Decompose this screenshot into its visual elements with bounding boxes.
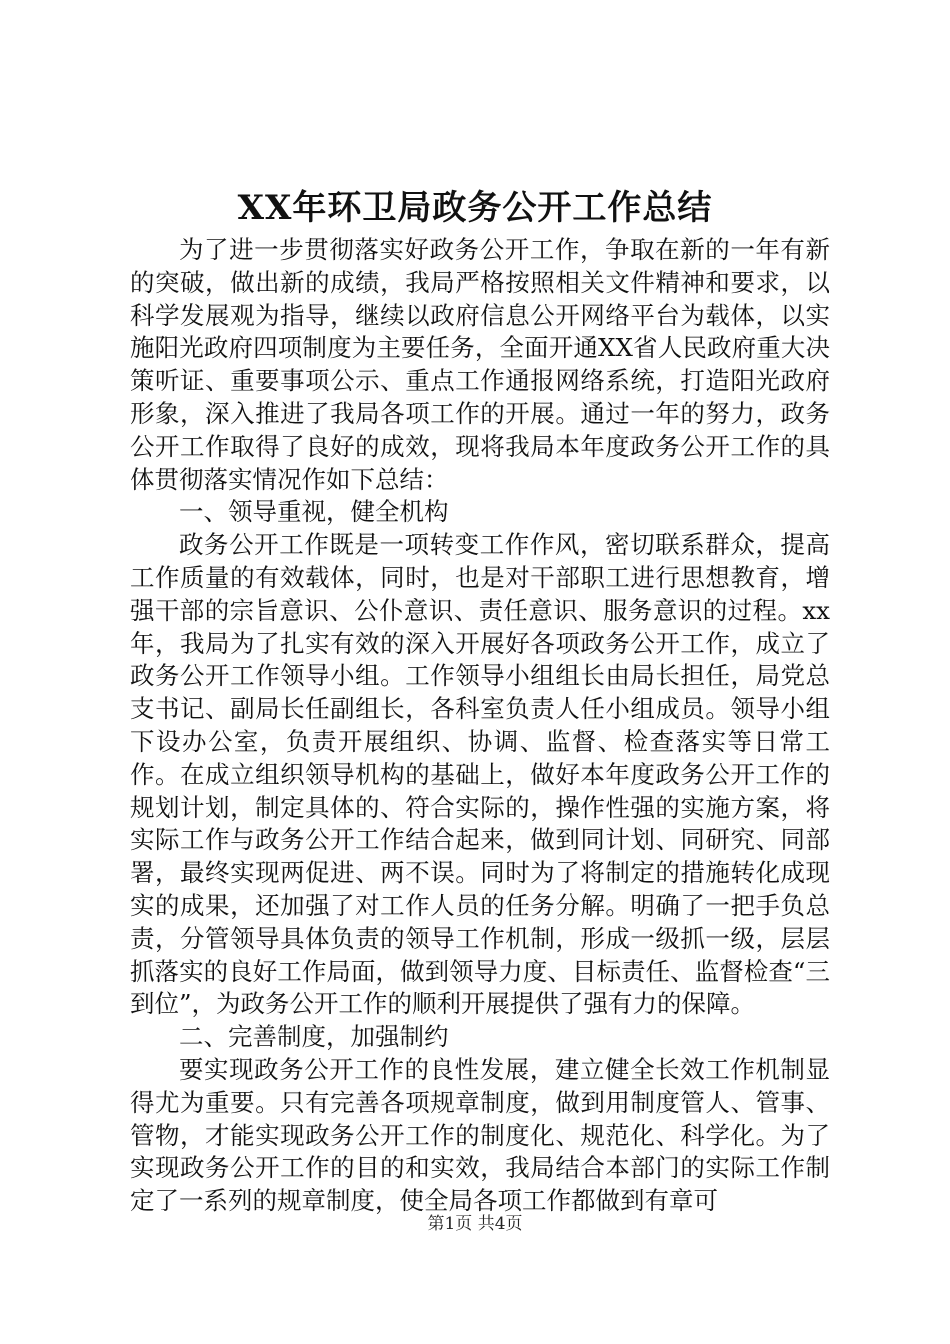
paragraph-intro: 为了进一步贯彻落实好政务公开工作，争取在新的一年有新的突破，做出新的成绩，我局严格按照相关文件精神和要求，以科学发展观为指导，继续以政府信息公开网络平台为载体，以实施阳光政府四项制度为主要任务，全面开通XX省人民政府重大决策听证、重要事项公示、重点工作通报网络系统，打造阳光政府形象，深入推进了我局各项工作的开展。通过一年的努力，政务公开工作取得了良好的成效，现将我局本年度政务公开工作的具体贯彻落实情况作如下总结：	[130, 235, 830, 494]
section-heading-2: 二、完善制度，加强制约	[179, 1022, 449, 1052]
paragraph-section-2: 要实现政务公开工作的良性发展，建立健全长效工作机制显得尤为重要。只有完善各项规章制度，做到用制度管人、管事、管物，才能实现政务公开工作的制度化、规范化、科学化。为了实现政务公开工作的目的和实效，我局结合本部门的实际工作制定了一系列的规章制度，使全局各项工作都做到有章可	[130, 1054, 830, 1216]
page-footer: 第1页 共4页	[427, 1214, 523, 1234]
paragraph-section-1: 政务公开工作既是一项转变工作作风，密切联系群众，提高工作质量的有效载体，同时，也是对干部职工进行思想教育，增强干部的宗旨意识、公仆意识、责任意识、服务意识的过程。xx年，我局为了扎实有效的深入开展好各项政务公开工作，成立了政务公开工作领导小组。工作领导小组组长由局长担任，局党总支书记、副局长任副组长，各科室负责人任小组成员。领导小组下设办公室，负责开展组织、协调、监督、检查落实等日常工作。在成立组织领导机构的基础上，做好本年度政务公开工作的规划计划，制定具体的、符合实际的，操作性强的实施方案，将实际工作与政务公开工作结合起来，做到同计划、同研究、同部署，最终实现两促进、两不误。同时为了将制定的措施转化成现实的成果，还加强了对工作人员的任务分解。明确了一把手负总责，分管领导具体负责的领导工作机制，形成一级抓一级，层层抓落实的良好工作局面，做到领导力度、目标责任、监督检查“三到位”，为政务公开工作的顺利开展提供了强有力的保障。	[130, 530, 830, 1019]
section-heading-1: 一、领导重视，健全机构	[179, 497, 449, 527]
document-body	[130, 234, 830, 1218]
document-title: XX年环卫局政务公开工作总结	[237, 188, 713, 228]
